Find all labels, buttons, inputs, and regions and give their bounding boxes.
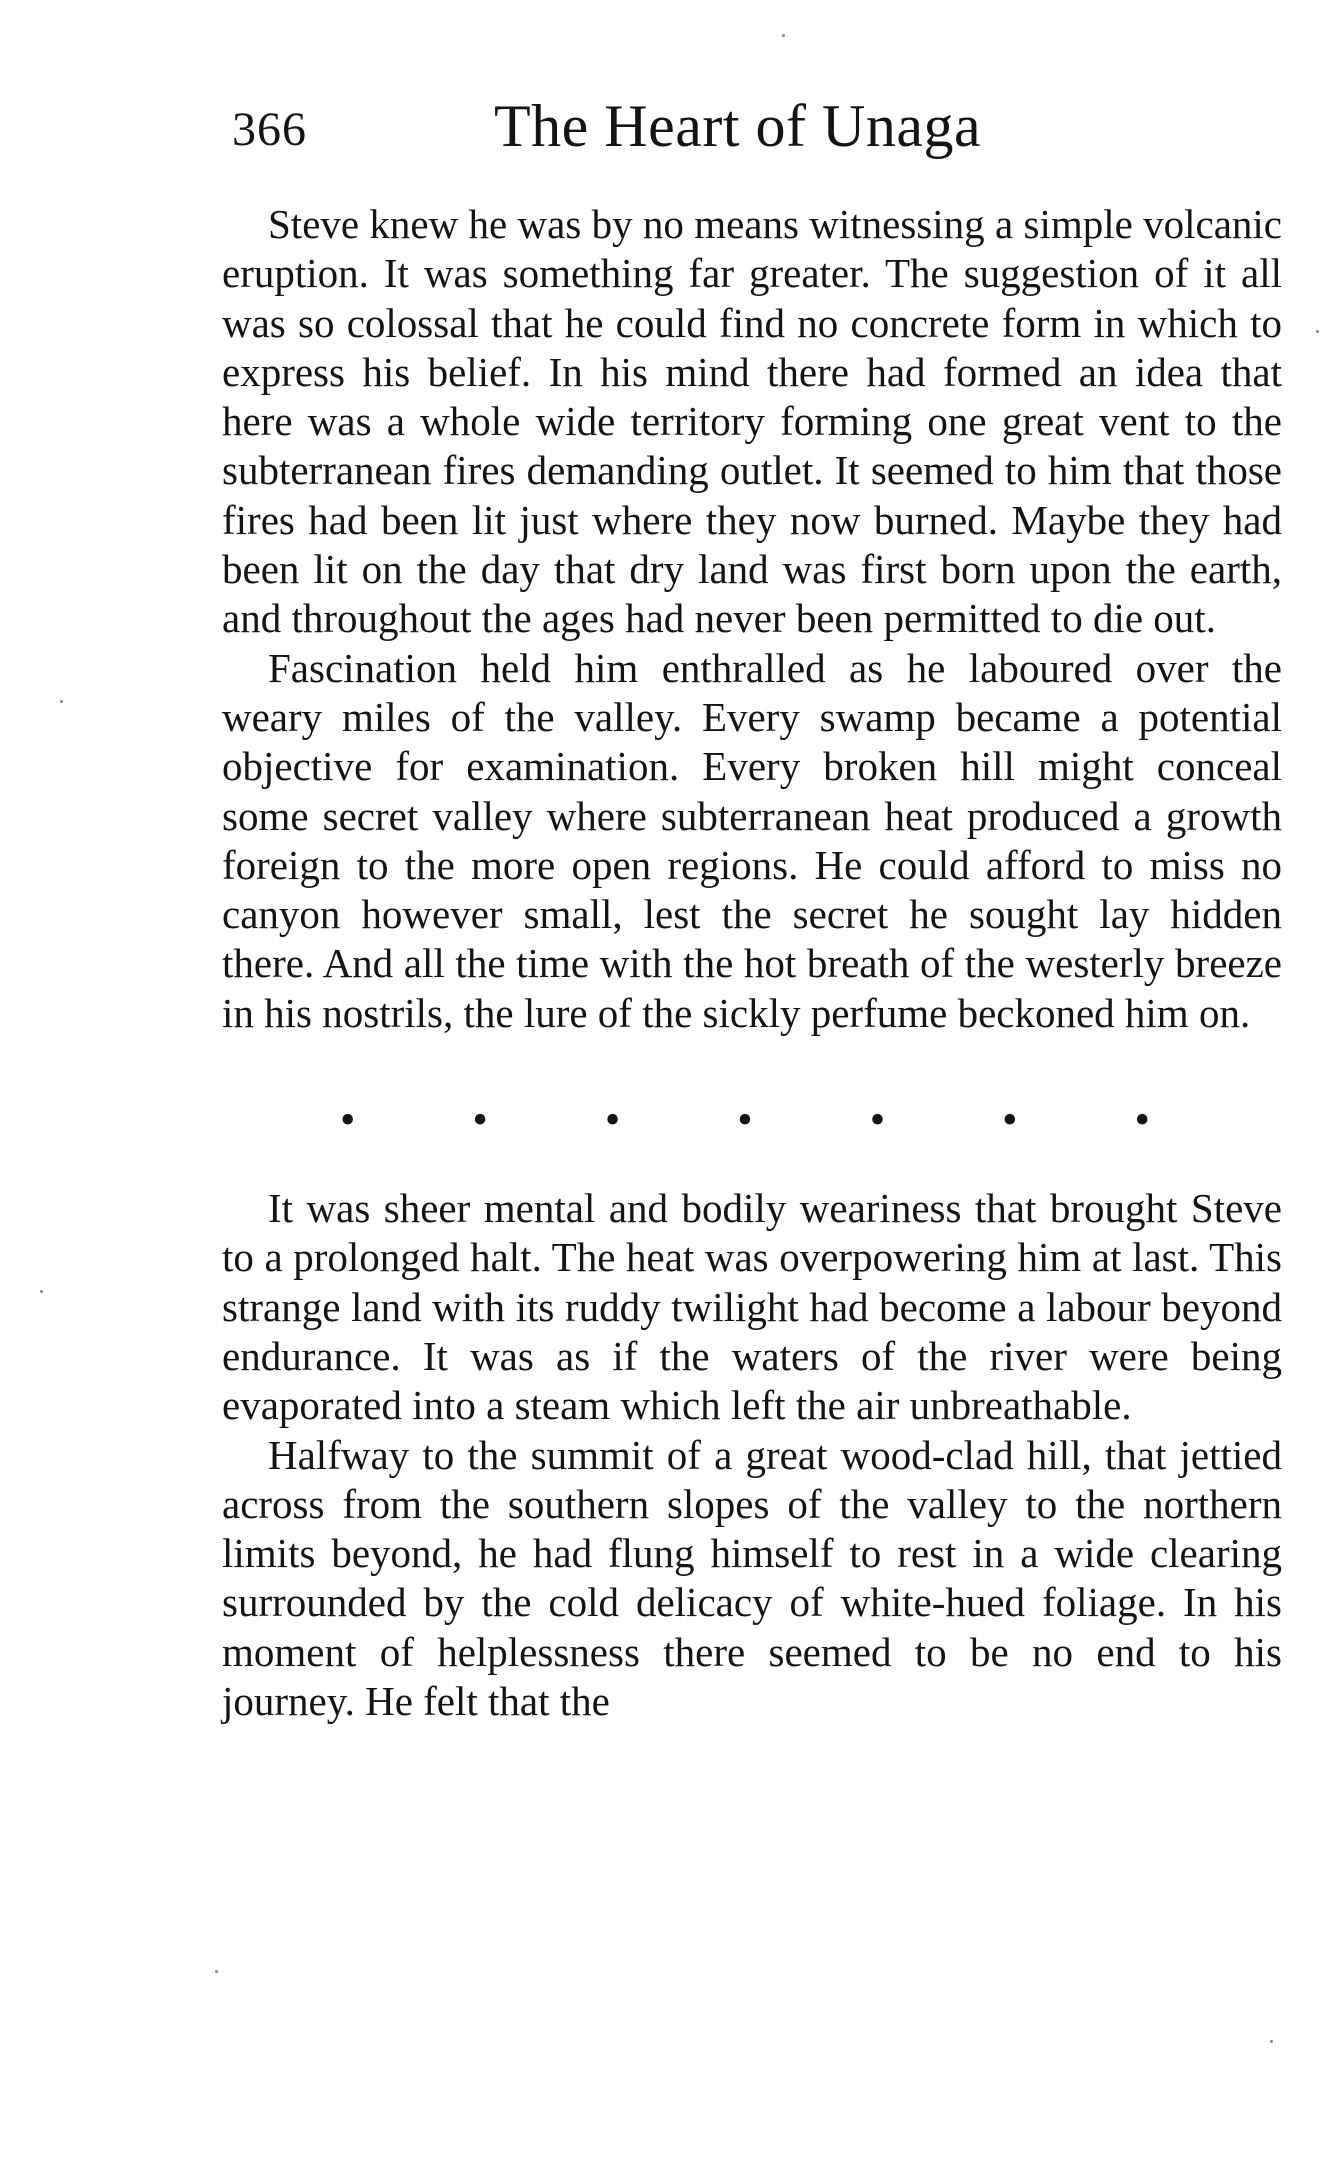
section-break-dot: •	[1002, 1095, 1018, 1145]
scan-speck	[60, 700, 63, 703]
scan-speck	[782, 34, 785, 37]
section-break-dot: •	[1134, 1095, 1150, 1145]
paragraph-4	[222, 1431, 1282, 1727]
body-text	[222, 200, 1282, 1726]
section-break-dot: •	[340, 1095, 356, 1145]
scan-speck	[215, 1970, 218, 1973]
paragraph-2	[222, 644, 1282, 1038]
section-break-dot: •	[604, 1095, 621, 1145]
paragraph-1-text: Steve knew he was by no means witnessing a simple volcanic eruption. It was something far greater. The suggestion of it all was so colossal that he could find no concrete form in which to express his belief. In his mind there had formed an idea that here was a whole wide territory forming one great vent to the subterranean fires demanding outlet. It seemed to him that those fires had been lit just where they now burned. Maybe they had been lit on the day that dry land was first born upon the earth, and throughout the ages had never been permitted to die out.	[222, 201, 1282, 642]
scan-speck	[1316, 330, 1319, 333]
page-number: 366	[232, 103, 307, 156]
section-break-dot: •	[737, 1095, 753, 1145]
paragraph-4-text: Halfway to the summit of a great wood-clad hill, that jettied across from the southern slopes of the valley to the northern limits beyond, he had flung himself to rest in a wide clearing surrounded by the cold delicacy of white-hued foliage. In his moment of helplessness there seemed to be no end to his journey. He felt that the	[222, 1431, 1282, 1725]
paragraph-3-text: It was sheer mental and bodily weariness that brought Steve to a prolonged halt. The heat was overpowering him at last. This strange land with its ruddy twilight had become a labour beyond endurance. It was as if the waters of the river were being evaporated into a steam which left the air unbreathable.	[222, 1185, 1282, 1429]
section-break-dot: •	[472, 1095, 488, 1145]
book-title: The Heart of Unaga	[494, 93, 982, 159]
scan-speck	[1270, 2040, 1273, 2043]
scan-speck	[40, 1290, 43, 1293]
section-break	[340, 1095, 1150, 1145]
paragraph-3	[222, 1184, 1282, 1430]
section-break-dot: •	[869, 1095, 886, 1145]
running-head	[232, 92, 1292, 172]
paragraph-2-text: Fascination held him enthralled as he laboured over the weary miles of the valley. Every swamp became a potential objective for examination. Every broken hill might conceal some secret valley where subterranean heat produced a growth foreign to the more open regions. He could afford to miss no canyon however small, lest the secret he sought lay hidden there. And all the time with the hot breath of the westerly breeze in his nostrils, the lure of the sickly perfume beckoned him on.	[222, 644, 1282, 1036]
paragraph-1	[222, 200, 1282, 644]
